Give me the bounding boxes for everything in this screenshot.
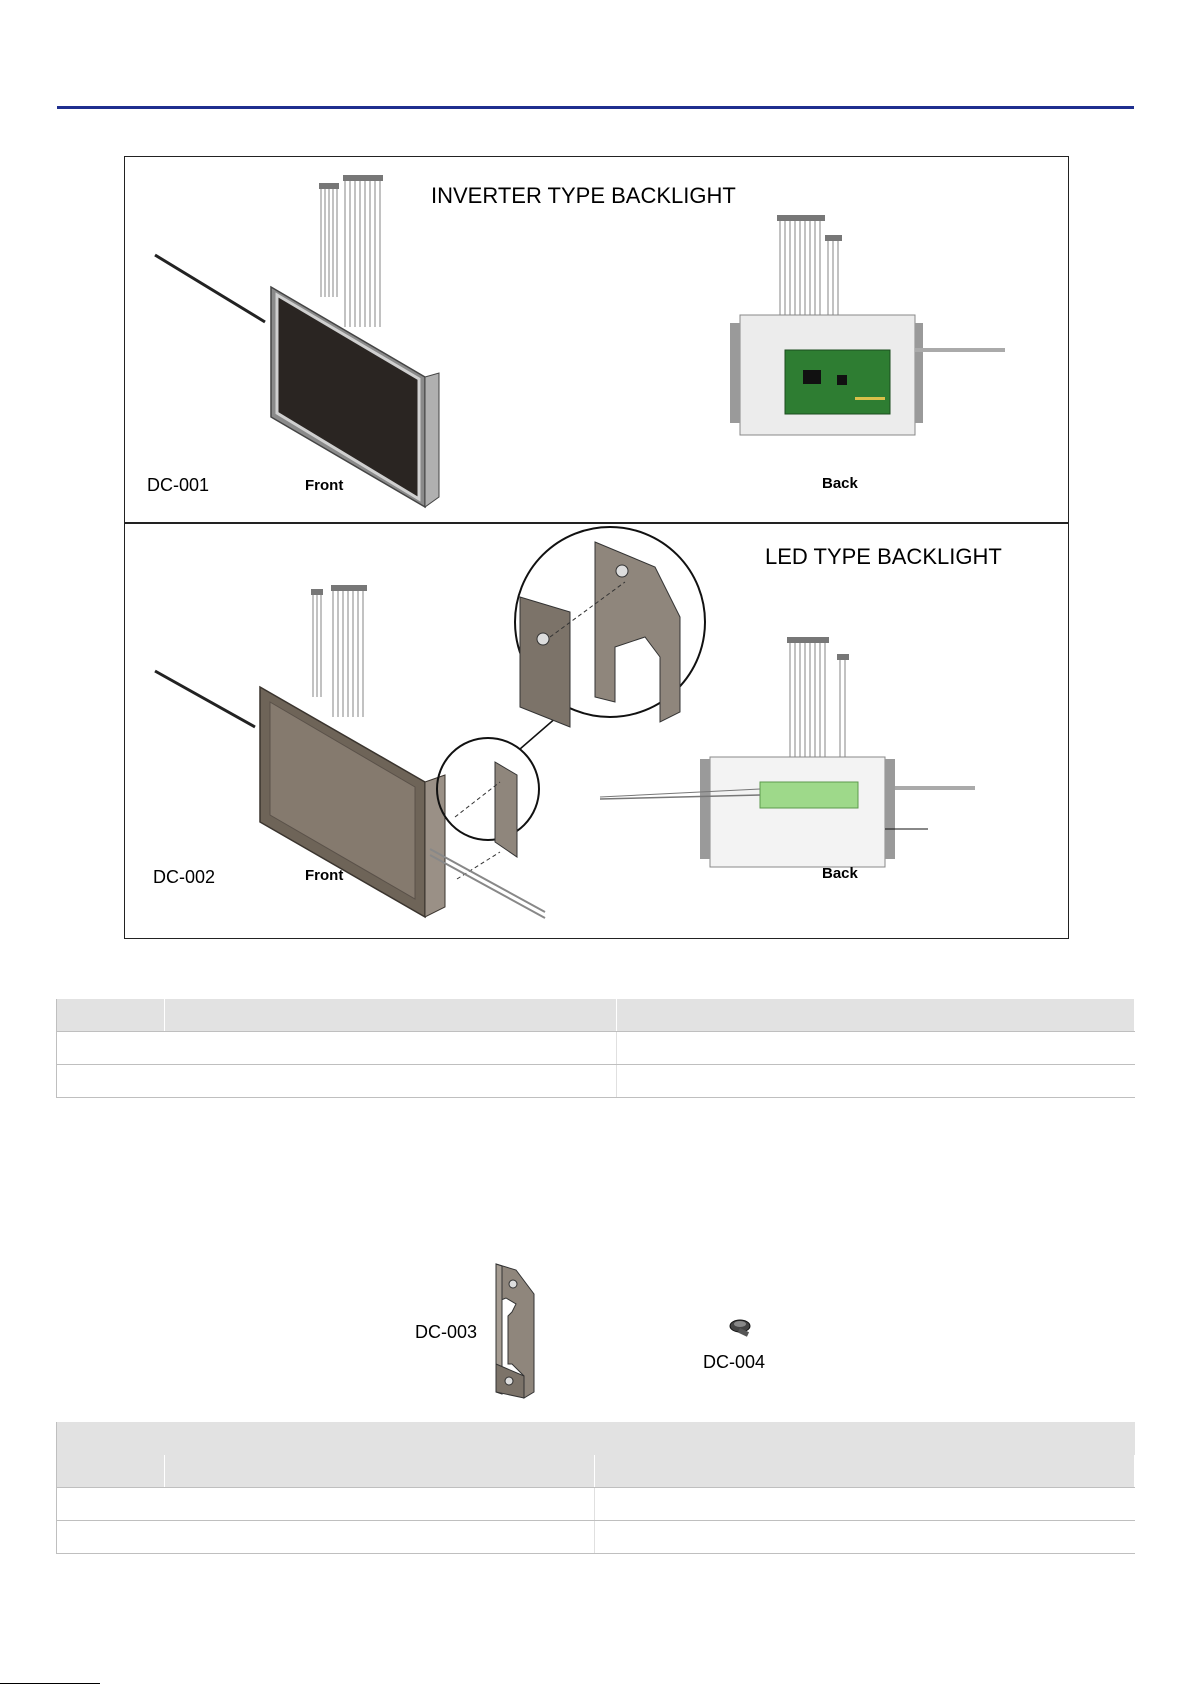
table-cell — [165, 1488, 595, 1521]
table-header-cell — [595, 1455, 1135, 1488]
table-row — [57, 1032, 1135, 1065]
footer-rule — [0, 1683, 100, 1684]
table-cell — [595, 1521, 1135, 1554]
table-header-cell — [165, 1455, 595, 1488]
panel-divider — [125, 522, 1068, 524]
part-code-dc-003: DC-003 — [415, 1322, 478, 1342]
part-code-dc-002: DC-002 — [153, 867, 216, 887]
inverter-back-illustration — [725, 215, 1055, 485]
inverter-front-illustration — [155, 177, 495, 517]
inverter-panel-title: INVERTER TYPE BACKLIGHT — [431, 183, 736, 208]
led-front-illustration — [155, 537, 695, 937]
led-panel-title: LED TYPE BACKLIGHT — [765, 544, 1002, 569]
table-header-cell — [57, 1455, 165, 1488]
table-cell — [165, 1065, 617, 1098]
table-row — [57, 1065, 1135, 1098]
table-cell — [57, 1032, 165, 1065]
parts-table-2 — [56, 1455, 1135, 1554]
header-rule — [57, 106, 1134, 109]
table-header-row — [57, 1455, 1135, 1488]
table-header-row — [57, 999, 1135, 1032]
table-cell — [57, 1065, 165, 1098]
backlight-figure — [124, 156, 1069, 939]
screw-icon — [728, 1318, 754, 1340]
table-cell — [57, 1521, 165, 1554]
parts-table-1 — [56, 999, 1135, 1098]
table-cell — [617, 1032, 1135, 1065]
table-2-caption — [56, 1422, 1135, 1455]
inverter-front-label: Front — [305, 477, 344, 494]
table-header-cell — [57, 999, 165, 1032]
table-cell — [165, 1032, 617, 1065]
table-header-cell — [165, 999, 617, 1032]
table-cell — [595, 1488, 1135, 1521]
table-cell — [617, 1065, 1135, 1098]
inverter-back-label: Back — [822, 475, 858, 492]
part-code-dc-004: DC-004 — [703, 1352, 766, 1372]
table-header-cell — [617, 999, 1135, 1032]
led-front-label: Front — [305, 867, 344, 884]
part-code-dc-001: DC-001 — [147, 475, 210, 495]
table-row — [57, 1488, 1135, 1521]
led-back-label: Back — [822, 865, 858, 882]
led-back-illustration — [630, 637, 1070, 877]
table-cell — [57, 1488, 165, 1521]
bracket-illustration — [494, 1264, 538, 1400]
table-row — [57, 1521, 1135, 1554]
table-cell — [165, 1521, 595, 1554]
